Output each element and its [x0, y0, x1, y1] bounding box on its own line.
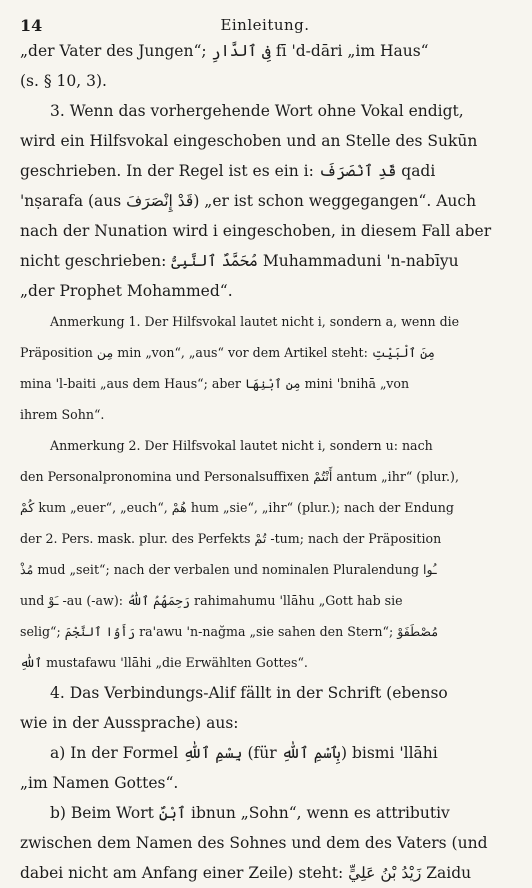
- text-line: nach der Nunation wird i eingeschoben, in diesem Fall aber: [20, 222, 492, 240]
- note-line: Präposition مِن min „von“, „aus“ vor dem Artikel steht: مِنَ ٱلْبَيْتِ: [20, 345, 435, 360]
- note-line: der 2. Pers. mask. plur. des Perfekts تُمْ -tum; nach der Präposition: [20, 531, 442, 546]
- note-line: مُذْ mud „seit“; nach der verbalen und nominalen Pluralendung ـُوا: [20, 562, 437, 577]
- page-header: [20, 10, 510, 36]
- text-line: „der Prophet Mohammed“.: [20, 282, 233, 300]
- text-line: wird ein Hilfsvokal eingeschoben und an Stelle des Sukūn: [20, 132, 478, 150]
- text-line: nicht geschrieben: مُحَمَّدٌ ٱلنَّبِىُّ Muhammaduni 'n-nabīyu: [20, 252, 459, 270]
- text-line: (s. § 10, 3).: [20, 72, 107, 90]
- note-line: كُمْ kum „euer“, „euch“, هُمْ hum „sie“, „ihr“ (plur.); nach der Endung: [20, 500, 454, 515]
- text-line: dabei nicht am Anfang einer Zeile) steht: زَيْدُ بْنُ عَلِيٍّ Zaidu: [20, 864, 472, 882]
- text-line: 'nṣarafa (aus قَدْ إِنْصَرَفَ) „er ist schon weggegangen“. Auch: [20, 192, 477, 210]
- note-line: den Personalpronomina und Personalsuffixen أَنْتُمْ antum „ihr“ (plur.),: [20, 469, 459, 484]
- paragraph-4-start: 4. Das Verbindungs-Alif fällt in der Schrift (ebenso: [50, 684, 448, 702]
- note-line: mina 'l-baiti „aus dem Haus“; aber مِنِ ٱبْنِهَا mini 'bnihā „von: [20, 376, 410, 391]
- note-1-start: Anmerkung 1. Der Hilfsvokal lautet nicht i, sondern a, wenn die: [50, 314, 460, 329]
- note-2-start: Anmerkung 2. Der Hilfsvokal lautet nicht i, sondern u: nach: [50, 438, 433, 453]
- paragraph-3-start: 3. Wenn das vorhergehende Wort ohne Vokal endigt,: [50, 102, 464, 120]
- text-line: wie in der Aussprache) aus:: [20, 714, 239, 732]
- text-line: „im Namen Gottes“.: [20, 774, 179, 792]
- running-title: Einleitung.: [220, 16, 310, 34]
- text-line: zwischen dem Namen des Sohnes und dem des Vaters (und: [20, 834, 488, 852]
- note-line: ihrem Sohn“.: [20, 407, 105, 422]
- body-text: [20, 36, 510, 888]
- item-a: a) In der Formel بِسْمِ ٱللّٰهِ (für بِٱسْمِ ٱللّٰهِ) bismi 'llāhi: [50, 744, 438, 762]
- note-line: selig“; رَأَوُا ٱلنَّجْمَ ra'awu 'n-nağma „sie sahen den Stern“; مُصْطَفَوْ: [20, 624, 439, 639]
- note-line: und ـَوْ -au (-aw): رَحِمَهُمُ ٱللّٰهُ rahimahumu 'llāhu „Gott hab sie: [20, 593, 403, 608]
- note-line: ٱللّٰهِ mustafawu 'llāhi „die Erwählten Gottes“.: [20, 655, 308, 670]
- text-line: geschrieben. In der Regel ist es ein i: قَدِ ٱنْصَرَفَ qadi: [20, 162, 436, 180]
- text-line: „der Vater des Jungen“; فِى ٱلدَّارِ fī 'd-dāri „im Haus“: [20, 42, 429, 60]
- page-number: 14: [20, 16, 43, 35]
- item-b: b) Beim Wort ٱبْنٌ ibnun „Sohn“, wenn es attributiv: [50, 804, 450, 822]
